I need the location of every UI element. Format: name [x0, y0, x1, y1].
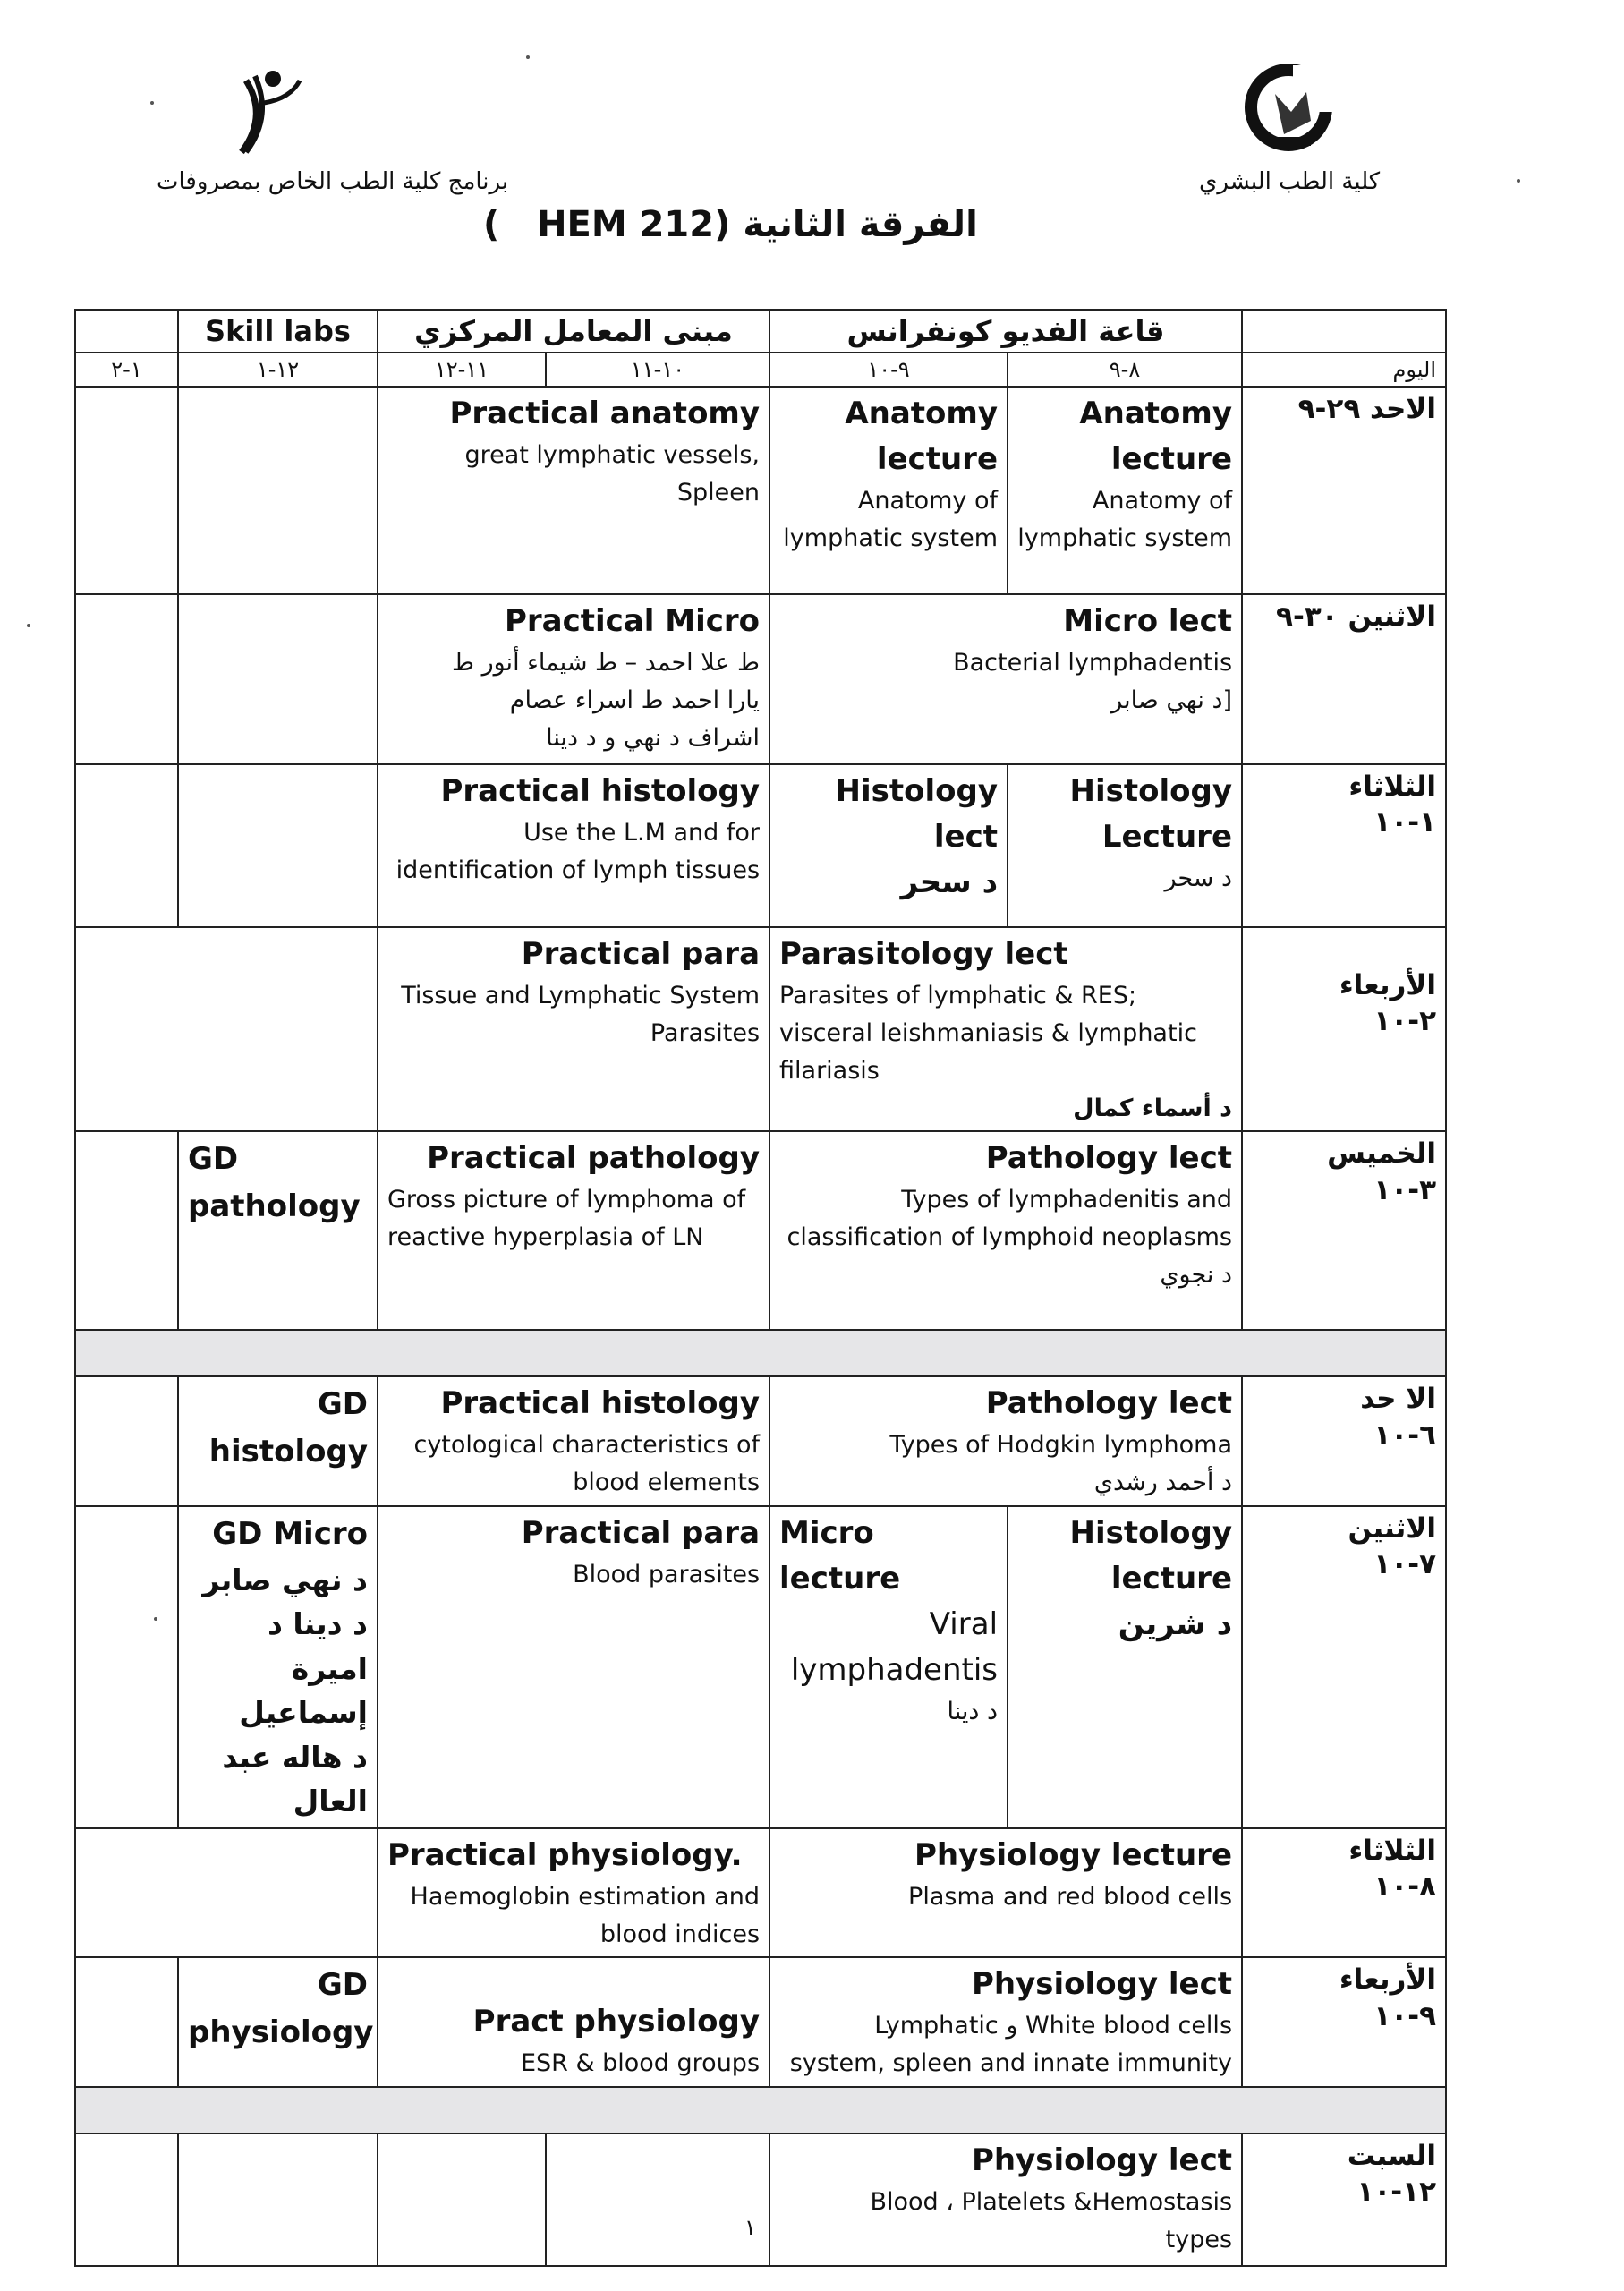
header-empty-cell	[1242, 310, 1446, 353]
day-date: ١-١٠	[1373, 806, 1437, 839]
practical-title: Practical pathology	[427, 1140, 761, 1177]
day-name: الأربعاء	[1339, 1963, 1437, 1997]
day-cell	[1242, 927, 1446, 1131]
practical-cell	[378, 1957, 769, 2087]
day-date: ٨-١٠	[1373, 1870, 1437, 1903]
lecture-cell	[769, 1506, 1008, 1828]
day-cell	[1242, 1376, 1446, 1506]
lecture-staff: د أحمد رشدي	[1093, 1469, 1233, 1497]
lecture-title: Histology Lecture	[1069, 773, 1233, 855]
title-level: الفرقة الثانية	[743, 204, 978, 245]
separator-cell	[75, 1330, 1446, 1376]
gd-staff: د نهي صابر	[202, 1562, 368, 1597]
practical-cell	[378, 927, 769, 1131]
gd-staff: العال	[293, 1784, 368, 1819]
lecture-desc: system, spleen and innate immunity	[789, 2049, 1233, 2078]
header-video-hall: قاعة الفديو كونفرانس	[769, 310, 1242, 353]
practical-title: Practical Micro	[504, 603, 761, 639]
empty-cell	[75, 594, 178, 764]
lecture-cell	[1008, 1506, 1242, 1828]
day-cell	[1242, 764, 1446, 927]
practical-desc: great lymphatic vessels, Spleen	[464, 441, 761, 507]
empty-cell	[378, 2133, 546, 2266]
week-separator	[75, 2087, 1446, 2133]
lecture-title: Histology lect	[835, 773, 999, 855]
time-header-row	[75, 353, 1446, 387]
title-course: HEM 212)	[537, 204, 731, 245]
practical-cell	[378, 1506, 769, 1828]
program-name: برنامج كلية الطب الخاص بمصروفات	[157, 168, 509, 195]
lecture-desc: Plasma and red blood cells	[908, 1882, 1233, 1911]
schedule-table	[74, 309, 1447, 2267]
day-date: ٣-١٠	[1373, 1173, 1437, 1206]
practical-cell	[378, 594, 769, 764]
lecture-staff: د نجوي	[1160, 1261, 1233, 1290]
lecture-cell	[769, 594, 1242, 764]
lecture-desc: Parasites of lymphatic & RES; visceral leishmaniasis & lymphatic filariasis	[779, 982, 1197, 1085]
empty-cell	[75, 387, 178, 594]
time-slot: ٨-٩	[1008, 353, 1242, 387]
program-logo	[228, 63, 309, 161]
lecture-title: Anatomy lecture	[845, 396, 999, 477]
week-separator	[75, 1330, 1446, 1376]
empty-cell	[178, 594, 378, 764]
gd-cell	[178, 1376, 378, 1506]
day-name: السبت	[1347, 2140, 1437, 2173]
lecture-cell	[1008, 387, 1242, 594]
practical-title: Practical histology	[440, 1385, 761, 1422]
lecture-title: Physiology lect	[972, 1966, 1233, 2003]
schedule-row	[75, 1131, 1446, 1330]
schedule-row	[75, 764, 1446, 927]
gd-cell	[178, 1131, 378, 1330]
empty-cell	[75, 1131, 178, 1330]
lecture-title: Physiology lect	[972, 2142, 1233, 2179]
day-name: الثلاثاء	[1348, 1834, 1437, 1867]
practical-cell	[378, 1131, 769, 1330]
practical-cell	[378, 387, 769, 594]
lecture-cell	[769, 1131, 1242, 1330]
header-day-label: اليوم	[1242, 353, 1446, 387]
empty-cell	[75, 1376, 178, 1506]
day-name: الا حد	[1360, 1383, 1437, 1416]
lecture-cell	[769, 1376, 1242, 1506]
gd-label: GD histology	[208, 1386, 368, 1470]
day-date: ٦-١٠	[1373, 1418, 1437, 1452]
schedule-row	[75, 1376, 1446, 1506]
gd-staff: د هاله عبد	[222, 1739, 368, 1775]
practical-cell	[378, 1376, 769, 1506]
day-name: الخميس	[1327, 1137, 1437, 1171]
practical-desc: ESR & blood groups	[520, 2049, 761, 2078]
lecture-title: Physiology lecture	[914, 1836, 1233, 1873]
gd-cell	[178, 1957, 378, 2087]
title-open-paren: (	[483, 204, 500, 245]
practical-staff: ط علا احمد – ط شيماء أنور ط	[452, 649, 761, 677]
scan-speck	[1517, 179, 1520, 183]
practical-cell	[378, 764, 769, 927]
faculty-name: كلية الطب البشري	[1199, 168, 1381, 195]
lecture-desc: Lymphatic و White blood cells	[874, 2012, 1233, 2040]
lecture-title: Histology lecture	[1069, 1515, 1233, 1597]
lecture-desc: Anatomy of lymphatic system	[1017, 487, 1233, 552]
scan-speck	[526, 55, 530, 59]
lecture-title: Anatomy lecture	[1079, 396, 1233, 477]
faculty-logo	[1239, 58, 1338, 166]
practical-title: Practical para	[521, 936, 761, 972]
lecture-desc: Types of Hodgkin lymphoma	[889, 1431, 1233, 1460]
empty-cell	[546, 2133, 769, 2266]
day-name: الأربعاء	[1339, 969, 1437, 1001]
time-slot: ١-٢	[75, 353, 178, 387]
day-cell	[1242, 1957, 1446, 2087]
schedule-row	[75, 927, 1446, 1131]
time-slot: ١٠-١١	[546, 353, 769, 387]
lecture-title: Pathology lect	[985, 1385, 1233, 1422]
lecture-desc: Bacterial lymphadentis	[953, 649, 1233, 677]
empty-cell	[75, 1506, 178, 1828]
schedule-row	[75, 387, 1446, 594]
gd-label: GD physiology	[188, 1967, 374, 2051]
empty-cell	[75, 1828, 378, 1958]
lecture-staff: [د نهي صابر	[1110, 686, 1233, 714]
venue-header-row	[75, 310, 1446, 353]
practical-title: Practical anatomy	[449, 396, 761, 431]
lecture-staff: د شرين	[1118, 1606, 1233, 1643]
lecture-cell	[769, 764, 1008, 927]
lecture-cell	[769, 1828, 1242, 1958]
day-name: الاثنين	[1348, 1512, 1437, 1546]
gd-label: GD pathology	[188, 1141, 361, 1225]
day-name: الثلاثاء	[1348, 771, 1437, 803]
schedule-row	[75, 1506, 1446, 1828]
empty-cell	[178, 387, 378, 594]
scan-speck	[27, 624, 30, 627]
day-cell	[1242, 1828, 1446, 1958]
lecture-desc: Anatomy of lymphatic system	[783, 487, 999, 552]
day-date: ٩-١٠	[1373, 1999, 1437, 2032]
empty-cell	[178, 2133, 378, 2266]
lecture-staff: د دينا	[947, 1698, 999, 1726]
empty-cell	[75, 764, 178, 927]
lecture-cell	[769, 927, 1242, 1131]
page-number: ١	[744, 2215, 756, 2240]
empty-cell	[75, 927, 378, 1131]
day-date: ١٢-١٠	[1356, 2176, 1437, 2209]
day-name: الاحد ٢٩-٩	[1297, 393, 1437, 425]
practical-title: Practical physiology.	[387, 1836, 743, 1873]
lecture-cell	[1008, 764, 1242, 927]
practical-cell	[378, 1828, 769, 1958]
empty-cell	[178, 764, 378, 927]
lecture-title: Micro lect	[1063, 603, 1233, 639]
day-cell	[1242, 387, 1446, 594]
day-cell	[1242, 594, 1446, 764]
lecture-cell	[769, 1957, 1242, 2087]
lecture-title: Micro lecture	[779, 1515, 901, 1597]
gd-staff: د دينا د اميرة	[267, 1606, 368, 1686]
practical-desc: Haemoglobin estimation and blood indices	[410, 1882, 761, 1948]
lecture-staff: د أسماء كمال	[1073, 1094, 1233, 1122]
practical-title: Pract physiology	[472, 2004, 761, 2040]
practical-staff: يارا احمد ط اسراء عصام	[509, 686, 761, 714]
separator-cell	[75, 2087, 1446, 2133]
practical-desc: Use the L.M and for identification of lymph tissues	[395, 819, 761, 884]
schedule-row	[75, 1957, 1446, 2087]
empty-cell	[75, 1957, 178, 2087]
lecture-desc: types	[1165, 2225, 1233, 2253]
practical-desc: Gross picture of lymphoma of reactive hyperplasia of LN	[387, 1186, 746, 1252]
day-cell	[1242, 2133, 1446, 2266]
empty-cell	[75, 2133, 178, 2266]
lecture-title: Parasitology lect	[779, 936, 1068, 972]
lecture-desc: Viral lymphadentis	[790, 1606, 999, 1689]
practical-title: Practical para	[521, 1515, 761, 1552]
day-date: ٢-١٠	[1373, 1005, 1437, 1038]
practical-desc: Blood parasites	[573, 1561, 761, 1589]
lecture-desc: Types of lymphadenitis and classification of lymphoid neoplasms	[786, 1186, 1233, 1252]
header-skill-labs: Skill labs	[178, 310, 378, 353]
lecture-title: Pathology lect	[985, 1140, 1233, 1177]
day-name: الاثنين ٣٠-٩	[1276, 600, 1437, 633]
time-slot: ٩-١٠	[769, 353, 1008, 387]
practical-staff: اشراف د نهي و د دينا	[546, 723, 761, 752]
lecture-staff: د سحر	[900, 864, 999, 900]
schedule-row	[75, 2133, 1446, 2266]
practical-desc: cytological characteristics of blood elements	[413, 1431, 761, 1497]
gd-staff: إسماعيل	[239, 1695, 368, 1731]
lecture-desc: Blood ، Platelets &Hemostasis	[870, 2188, 1233, 2217]
gd-cell	[178, 1506, 378, 1828]
time-slot: ١٢-١	[178, 353, 378, 387]
day-cell	[1242, 1506, 1446, 1828]
gd-label: GD Micro	[212, 1516, 368, 1553]
lecture-cell	[769, 2133, 1242, 2266]
practical-title: Practical histology	[440, 773, 761, 809]
lecture-staff: د سحر	[1164, 864, 1233, 892]
schedule-row	[75, 1828, 1446, 1958]
practical-desc: Tissue and Lymphatic System Parasites	[401, 982, 761, 1047]
header-labs-building: مبنى المعامل المركزي	[378, 310, 769, 353]
scan-speck	[150, 101, 154, 105]
lecture-cell	[769, 387, 1008, 594]
header-empty-cell	[75, 310, 178, 353]
time-slot: ١١-١٢	[378, 353, 546, 387]
page-title	[483, 204, 978, 245]
schedule-row	[75, 594, 1446, 764]
day-date: ٧-١٠	[1373, 1548, 1437, 1581]
day-cell	[1242, 1131, 1446, 1330]
